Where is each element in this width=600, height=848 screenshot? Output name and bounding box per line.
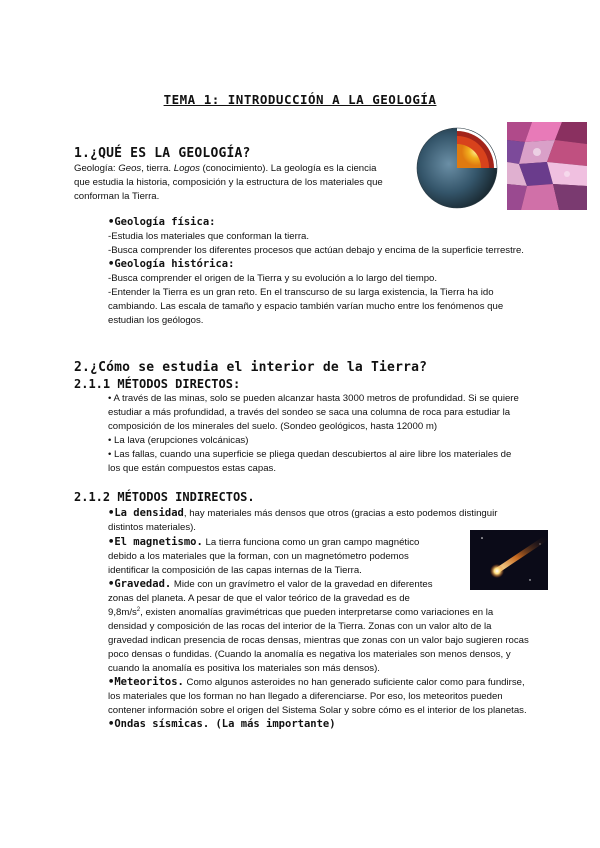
geologia-historica-text: -Busca comprender el origen de la Tierra y su evolución a lo largo del tiempo. -Entender la Tierra es un gran reto. En el transcurso de su larga existencia, la Tierra ha ido cambiando. Las escala de tamaño y espacio también varían mucho entre los fenómenos que estudian los geólogos.: [108, 273, 504, 326]
earth-layers-image: [415, 122, 500, 210]
ondas-sismicas-label: •Ondas sísmicas. (La más importante): [108, 718, 336, 730]
meteoritos-paragraph: •Meteoritos. Como algunos asteroides no han generado suficiente calor como para fundirse, los materiales que los forman no han llegado a diferenciarse. Por eso, los meteoritos pueden contener información sobre el origen del Sistema Solar y sobre cómo es el interior de los planetas.: [108, 676, 527, 716]
gravedad-paragraph: •Gravedad. Mide con un gravímetro el valor de la gravedad en diferentes zonas del planeta. A pesar de que el valor teórico de la gravedad es de $9,8m/s^2$, existen anomalías gravimétricas que pueden interpretarse como variaciones en la densidad y composición de las rocas del interior de la Tierra. Zonas con un valor alto de la gravedad indican presencia de rocas densas, mientras que zonas con un valor bajo sugieren rocas poco densas o fundidas. (Cuando la anomalía es negativa los materiales son menos densos, y cuando la anomalía es positiva los materiales son más densos).: [108, 578, 529, 674]
minerals-image: [507, 122, 587, 210]
page-title: TEMA 1: INTRODUCCIÓN A LA GEOLOGÍA: [163, 92, 437, 107]
geologia-historica-label: •Geología histórica:: [108, 258, 235, 270]
section1-heading: 1.¿QUÉ ES LA GEOLOGÍA?: [74, 146, 251, 161]
section2-heading: 2.¿Cómo se estudia el interior de la Tierra?: [74, 360, 428, 375]
section1-intro: Geología: Geos, tierra. Logos (conocimiento). La geología es la ciencia que estudia la historia, composición y la estructura de los materiales que conforman la Tierra.: [74, 163, 383, 202]
metodos-directos-text: • A través de las minas, solo se pueden alcanzar hasta 3000 metros de profundidad. Si se quiere estudiar a más profundidad, a través del sondeo se saca una columna de roca para estudiar la composición de los minerales del suelo. (Sondeo geológicos, hasta 12000 m) • La lava (erupciones volcánicas) • Las fallas, cuando una superficie se pliega quedan descubiertos al aire libre los materiales de los que están compuestos estas capas.: [108, 393, 519, 474]
magnetismo-paragraph: •El magnetismo. La tierra funciona como un gran campo magnético debido a los materiales que la forman, con un magnetómetro podemos identificar la composición de las capas internas de la Tierra.: [108, 536, 420, 576]
geologia-fisica-text: -Estudia los materiales que conforman la tierra. -Busca comprender los diferentes procesos que actúan debajo y encima de la superficie terrestre.: [108, 231, 524, 256]
densidad-paragraph: •La densidad, hay materiales más densos que otros (gracias a esto podemos distinguir distintos materiales).: [108, 507, 498, 533]
metodos-directos-heading: 2.1.1 MÉTODOS DIRECTOS:: [74, 377, 241, 391]
geologia-fisica-label: •Geología física:: [108, 216, 216, 228]
metodos-indirectos-heading: 2.1.2 MÉTODOS INDIRECTOS.: [74, 490, 255, 504]
